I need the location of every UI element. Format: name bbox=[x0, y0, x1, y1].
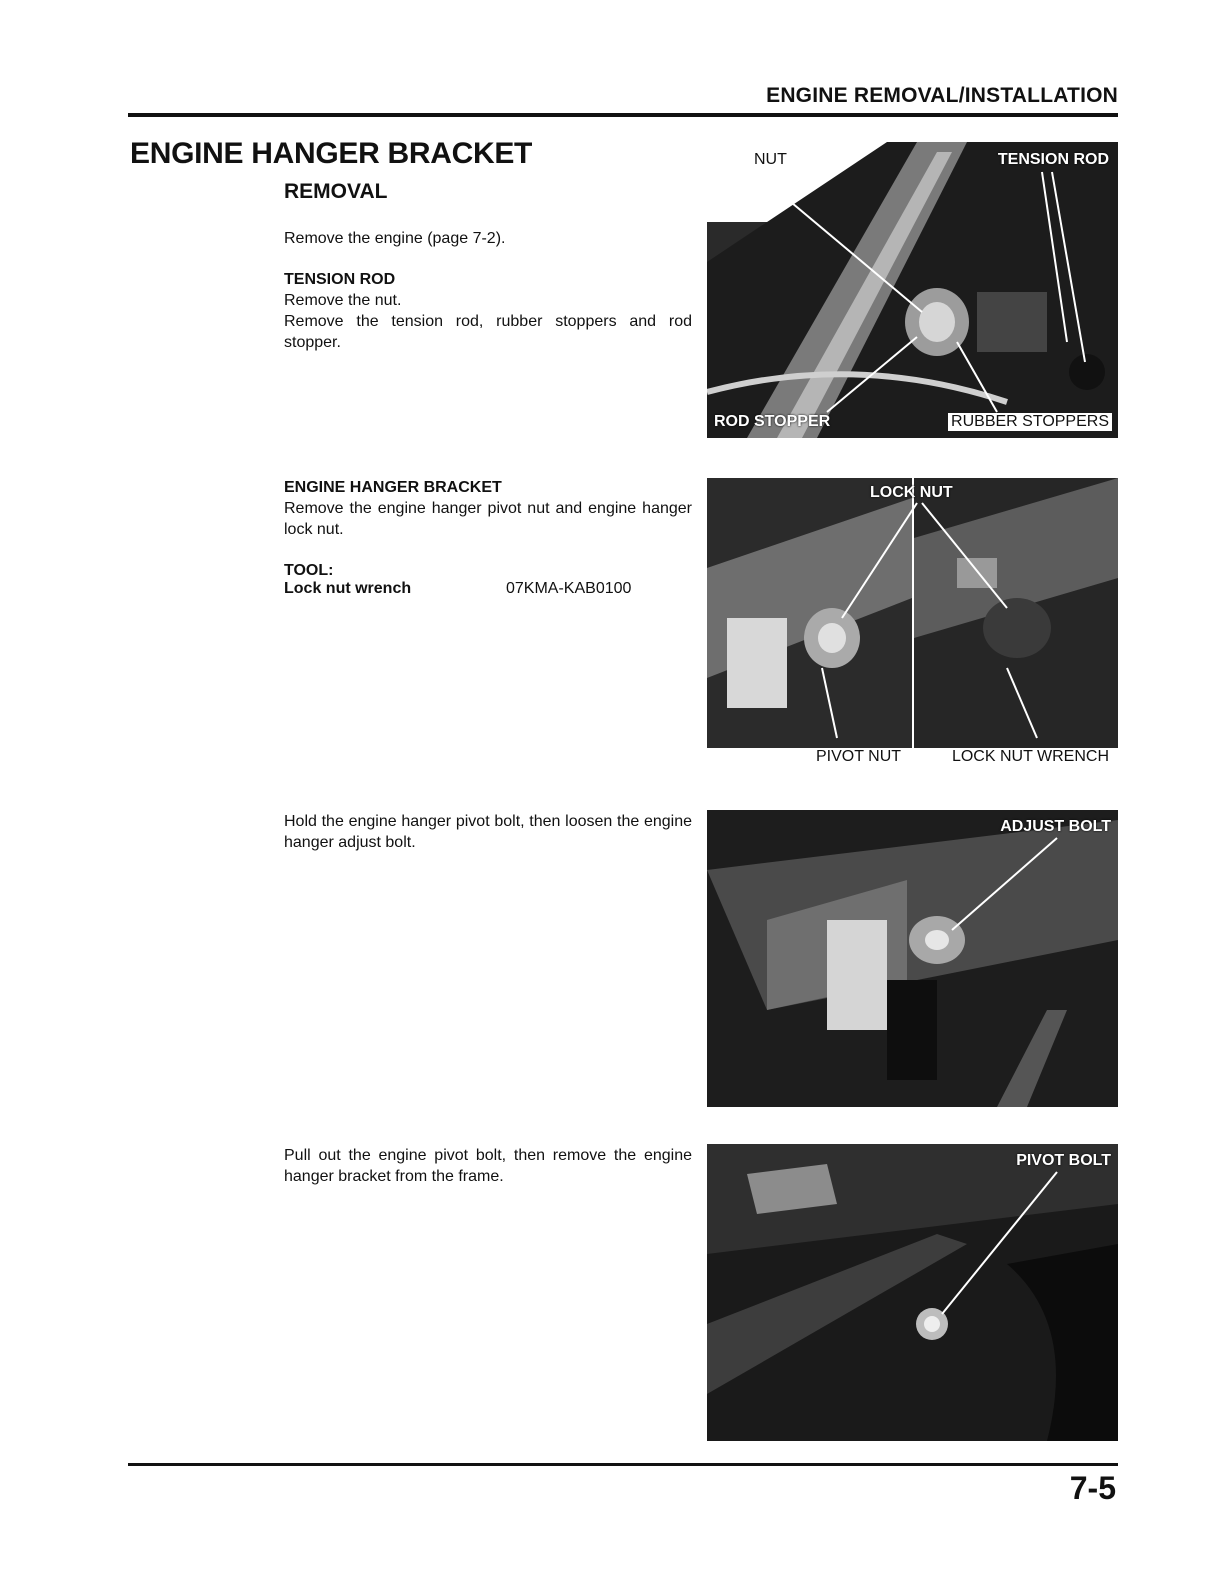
figure-pivot-bolt bbox=[707, 1144, 1118, 1441]
label-pivot-nut: PIVOT NUT bbox=[813, 748, 904, 766]
label-pivot-bolt: PIVOT BOLT bbox=[1016, 1152, 1111, 1169]
figure-adjust-bolt bbox=[707, 810, 1118, 1107]
label-tension-rod: TENSION ROD bbox=[997, 151, 1109, 168]
running-header: ENGINE REMOVAL/INSTALLATION bbox=[766, 84, 1118, 107]
photo-adjust-bolt bbox=[707, 810, 1118, 1107]
photo-tension-rod bbox=[707, 142, 1118, 438]
step-intro: Remove the engine (page 7-2). bbox=[284, 230, 506, 247]
header-rule bbox=[128, 113, 1118, 117]
label-rod-stopper: ROD STOPPER bbox=[714, 413, 831, 430]
tool-code: 07KMA-KAB0100 bbox=[506, 580, 632, 597]
step-pivot-bolt: Pull out the engine pivot bolt, then remove the engine hanger bracket from the frame. bbox=[284, 1147, 692, 1185]
step-line: Remove the engine hanger pivot nut and engine hanger lock nut. bbox=[284, 500, 692, 538]
label-rubber-stoppers: RUBBER STOPPERS bbox=[948, 413, 1112, 431]
footer-rule bbox=[128, 1463, 1118, 1466]
figure-lock-nut bbox=[707, 478, 1118, 773]
label-adjust-bolt: ADJUST BOLT bbox=[1000, 818, 1111, 835]
label-lock-nut: LOCK NUT bbox=[870, 484, 953, 501]
step-heading: TENSION ROD bbox=[284, 271, 396, 288]
label-lock-nut-wrench: LOCK NUT WRENCH bbox=[949, 748, 1112, 766]
photo-pivot-bolt bbox=[707, 1144, 1118, 1441]
label-nut: NUT bbox=[751, 151, 790, 169]
page-number: 7-5 bbox=[1069, 1470, 1116, 1506]
step-tension-rod bbox=[284, 269, 692, 353]
step-line: Remove the nut. bbox=[284, 292, 402, 309]
tool-heading: TOOL: bbox=[284, 562, 334, 579]
subsection-title: REMOVAL bbox=[284, 180, 388, 203]
photo-lock-nut bbox=[707, 478, 1118, 748]
figure-tension-rod bbox=[707, 142, 1118, 438]
tool-name: Lock nut wrench bbox=[284, 580, 412, 597]
step-bracket bbox=[284, 477, 692, 540]
step-line: Remove the tension rod, rubber stoppers and rod stopper. bbox=[284, 313, 692, 351]
step-adjust-bolt: Hold the engine hanger pivot bolt, then loosen the engine hanger adjust bolt. bbox=[284, 813, 692, 851]
section-title: ENGINE HANGER BRACKET bbox=[130, 137, 533, 170]
step-heading: ENGINE HANGER BRACKET bbox=[284, 479, 502, 496]
